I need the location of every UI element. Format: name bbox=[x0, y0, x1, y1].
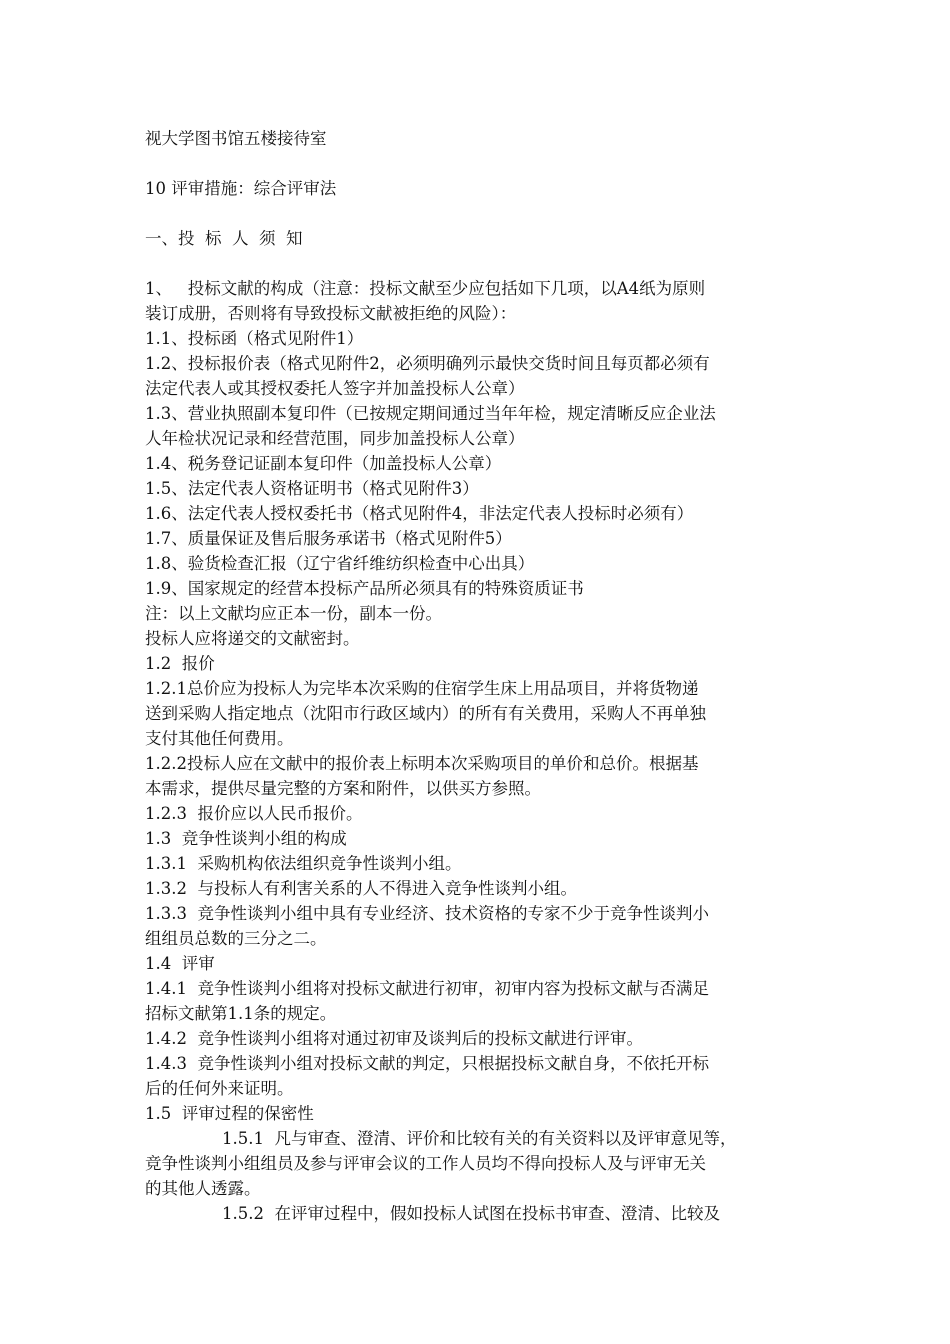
doc-line: 1.3.3 竞争性谈判小组中具有专业经济、技术资格的专家不少于竞争性谈判小 bbox=[145, 904, 709, 923]
doc-line-indented: 1.5.1 凡与审查、澄清、评价和比较有关的有关资料以及评审意见等， bbox=[222, 1129, 737, 1148]
doc-line: 1.4.3 竞争性谈判小组对投标文献的判定，只根据投标文献自身，不依托开标 bbox=[145, 1054, 709, 1073]
doc-line: 1.2 报价 bbox=[145, 654, 215, 673]
doc-line: 注：以上文献均应正本一份，副本一份。 bbox=[145, 604, 442, 623]
doc-line: 1.9、国家规定的经营本投标产品所必须具有的特殊资质证书 bbox=[145, 579, 584, 598]
doc-line: 送到采购人指定地点（沈阳市行政区域内）的所有有关费用，采购人不再单独 bbox=[145, 704, 706, 723]
doc-line: 竞争性谈判小组组员及参与评审会议的工作人员均不得向投标人及与评审无关 bbox=[145, 1154, 706, 1173]
doc-line: 1、 投标文献的构成（注意：投标文献至少应包括如下几项，以A4纸为原则 bbox=[145, 279, 706, 298]
doc-line: 投标人应将递交的文献密封。 bbox=[145, 629, 360, 648]
doc-line: 招标文献第1.1条的规定。 bbox=[145, 1004, 337, 1023]
doc-line: 1.3.1 采购机构依法组织竞争性谈判小组。 bbox=[145, 854, 462, 873]
doc-line: 后的任何外来证明。 bbox=[145, 1079, 294, 1098]
doc-line: 1.2.2投标人应在文献中的报价表上标明本次采购项目的单价和总价。根据基 bbox=[145, 754, 699, 773]
doc-line: 组组员总数的三分之二。 bbox=[145, 929, 327, 948]
doc-line: 法定代表人或其授权委托人签字并加盖投标人公章） bbox=[145, 379, 525, 398]
doc-line: 1.8、验货检查汇报（辽宁省纤维纺织检查中心出具） bbox=[145, 554, 535, 573]
doc-line: 人年检状况记录和经营范围，同步加盖投标人公章） bbox=[145, 429, 525, 448]
doc-line: 1.2、投标报价表（格式见附件2，必须明确列示最快交货时间且每页都必须有 bbox=[145, 354, 710, 373]
doc-line: 1.2.1总价应为投标人为完毕本次采购的住宿学生床上用品项目，并将货物递 bbox=[145, 679, 699, 698]
doc-line: 1.4.2 竞争性谈判小组将对通过初审及谈判后的投标文献进行评审。 bbox=[145, 1029, 643, 1048]
doc-line: 装订成册，否则将有导致投标文献被拒绝的风险）： bbox=[145, 304, 517, 323]
doc-line: 1.3、营业执照副本复印件（已按规定期间通过当年年检，规定清晰反应企业法 bbox=[145, 404, 716, 423]
doc-line: 1.4、税务登记证副本复印件（加盖投标人公章） bbox=[145, 454, 502, 473]
doc-line: 的其他人透露。 bbox=[145, 1179, 261, 1198]
doc-line: 1.4 评审 bbox=[145, 954, 215, 973]
section-heading: 一、投 标 人 须 知 bbox=[145, 229, 303, 248]
doc-line: 1.3.2 与投标人有利害关系的人不得进入竞争性谈判小组。 bbox=[145, 879, 577, 898]
doc-line: 1.1、投标函（格式见附件1） bbox=[145, 329, 364, 348]
doc-line: 1.6、法定代表人授权委托书（格式见附件4，非法定代表人投标时必须有） bbox=[145, 504, 694, 523]
doc-line: 1.5、法定代表人资格证明书（格式见附件3） bbox=[145, 479, 479, 498]
doc-line-indented: 1.5.2 在评审过程中，假如投标人试图在投标书审查、澄清、比较及 bbox=[222, 1204, 720, 1223]
doc-line: 1.2.3 报价应以人民币报价。 bbox=[145, 804, 363, 823]
doc-line: 本需求，提供尽量完整的方案和附件，以供买方参照。 bbox=[145, 779, 541, 798]
doc-line: 1.5 评审过程的保密性 bbox=[145, 1104, 314, 1123]
doc-line: 1.3 竞争性谈判小组的构成 bbox=[145, 829, 347, 848]
doc-line: 1.7、质量保证及售后服务承诺书（格式见附件5） bbox=[145, 529, 512, 548]
doc-line: 视大学图书馆五楼接待室 bbox=[145, 129, 327, 148]
doc-line: 支付其他任何费用。 bbox=[145, 729, 294, 748]
doc-line: 1.4.1 竞争性谈判小组将对投标文献进行初审，初审内容为投标文献与否满足 bbox=[145, 979, 709, 998]
section-heading: 10 评审措施：综合评审法 bbox=[145, 179, 337, 198]
